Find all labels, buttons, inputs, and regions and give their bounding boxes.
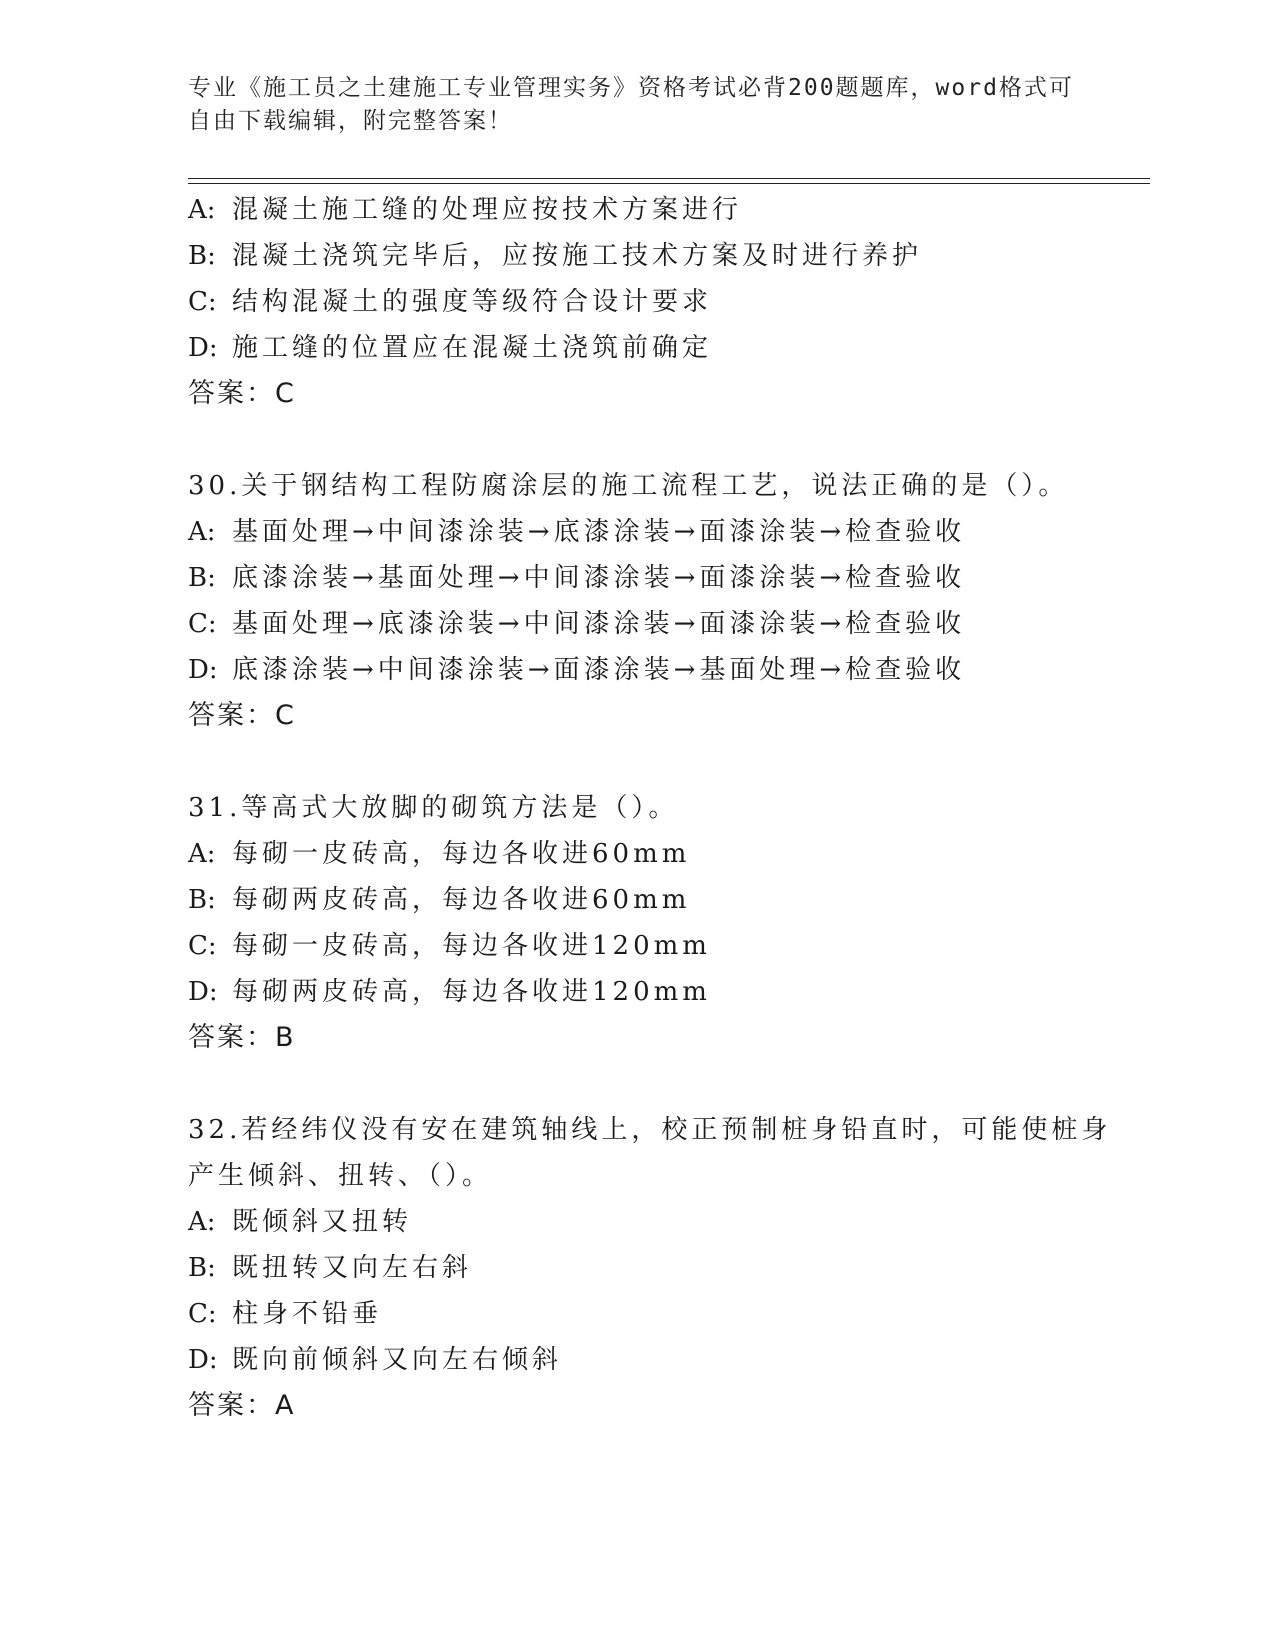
question-text: 30.关于钢结构工程防腐涂层的施工流程工艺，说法正确的是（）。 [188, 471, 1069, 501]
header-line-2: 自由下载编辑，附完整答案！ [188, 108, 513, 134]
header-divider-bottom [188, 183, 1150, 184]
option-d: D: 底漆涂装→中间漆涂装→面漆涂装→基面处理→检查验收 [188, 655, 966, 685]
option-a: A: 每砌一皮砖高，每边各收进60mm [188, 839, 691, 869]
option-b: B: 既扭转又向左右斜 [188, 1253, 473, 1283]
option-c: C: 结构混凝土的强度等级符合设计要求 [188, 287, 713, 317]
answer: 答案：A [188, 1390, 296, 1421]
answer: 答案：C [188, 700, 296, 731]
option-a: A: 基面处理→中间漆涂装→底漆涂装→面漆涂装→检查验收 [188, 517, 966, 547]
option-d: D: 每砌两皮砖高，每边各收进120mm [188, 977, 711, 1007]
answer: 答案：B [188, 1022, 296, 1053]
option-a: A: 既倾斜又扭转 [188, 1207, 413, 1237]
option-d: D: 既向前倾斜又向左右倾斜 [188, 1345, 563, 1375]
question-31 [188, 785, 1118, 1061]
option-c: C: 柱身不铅垂 [188, 1299, 383, 1329]
option-c: C: 每砌一皮砖高，每边各收进120mm [188, 931, 711, 961]
option-c: C: 基面处理→底漆涂装→中间漆涂装→面漆涂装→检查验收 [188, 609, 966, 639]
option-b: B: 底漆涂装→基面处理→中间漆涂装→面漆涂装→检查验收 [188, 563, 966, 593]
answer: 答案：C [188, 378, 296, 409]
question-30 [188, 463, 1118, 739]
option-b: B: 每砌两皮砖高，每边各收进60mm [188, 885, 691, 915]
question-text-line-1: 32.若经纬仪没有安在建筑轴线上，校正预制桩身铅直时，可能使桩身 [188, 1115, 1112, 1145]
header-line-1: 专业《施工员之土建施工专业管理实务》资格考试必背200题题库，word格式可 [188, 75, 1074, 101]
question-list [188, 187, 1118, 1429]
header-divider-top [188, 178, 1150, 179]
question-32 [188, 1107, 1118, 1429]
question-text-line-2: 产生倾斜、扭转、（）。 [188, 1161, 493, 1191]
question-29 [188, 187, 1118, 417]
option-b: B: 混凝土浇筑完毕后，应按施工技术方案及时进行养护 [188, 241, 923, 271]
document-header [188, 72, 1088, 138]
option-a: A: 混凝土施工缝的处理应按技术方案进行 [188, 195, 743, 225]
option-d: D: 施工缝的位置应在混凝土浇筑前确定 [188, 333, 713, 363]
question-text: 31.等高式大放脚的砌筑方法是（）。 [188, 793, 679, 823]
